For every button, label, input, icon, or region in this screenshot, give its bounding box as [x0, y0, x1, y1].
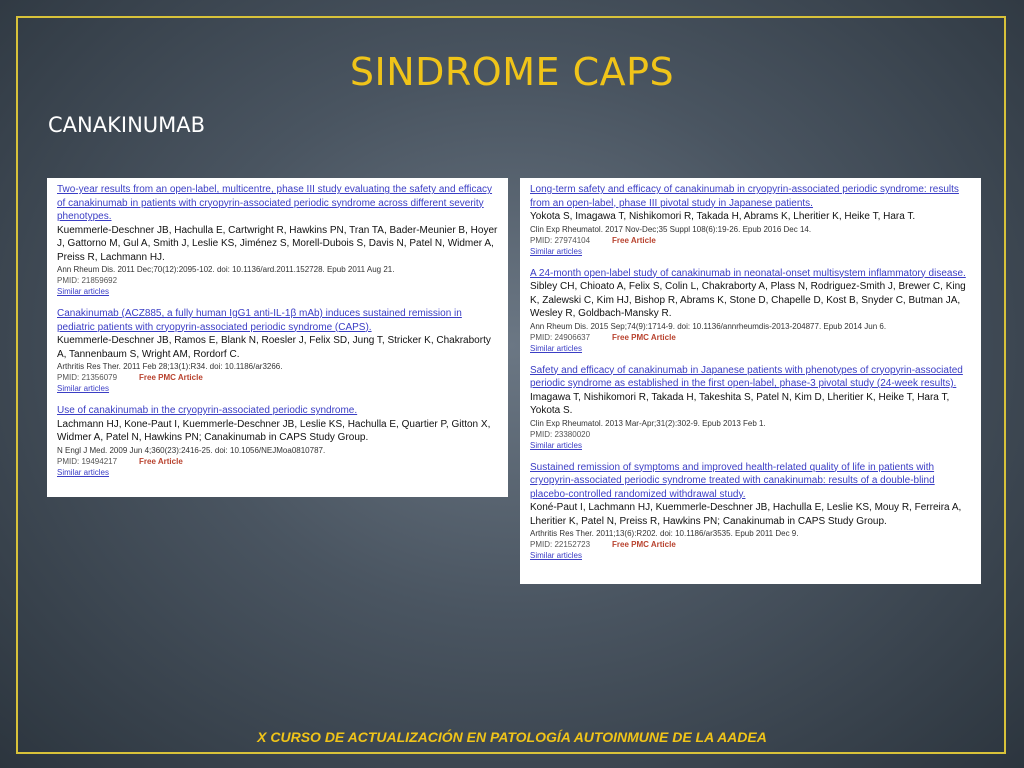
article-authors: Kuemmerle-Deschner JB, Ramos E, Blank N, Roesler J, Felix SD, Jung T, Stricker K, Chakraborty A, Tannenbaum S, Wright AM, Rordorf C. — [57, 335, 491, 360]
article-title-link[interactable]: Sustained remission of symptoms and improved health-related quality of life in patients with cryopyrin-associated periodic syndrome treated with canakinumab: results of a double-blind placebo-controlled randomized withdrawal study. — [530, 461, 935, 500]
article-authors: Imagawa T, Nishikomori R, Takada H, Takeshita S, Patel N, Kim D, Lheritier K, Heike T, Hara T, Yokota S. — [530, 391, 950, 416]
article-pmid: PMID: 27974104 — [530, 235, 591, 245]
article-title-link[interactable]: Canakinumab (ACZ885, a fully human IgG1 anti-IL-1β mAb) induces sustained remission in pediatric patients with cryopyrin-associated periodic syndrome (CAPS). — [57, 308, 462, 333]
pubmed-results-right — [520, 178, 981, 584]
article-pmid: PMID: 22152723 — [530, 540, 591, 549]
article-authors: Koné-Paut I, Lachmann HJ, Kuemmerle-Deschner JB, Hachulla E, Leslie KS, Mouy R, Ferreira A, Lheritier K, Patel N, Preiss R, Hawkins PN; Canakinumab in CAPS Study Group. — [530, 502, 962, 527]
article-meta — [530, 332, 973, 343]
article-citation: Ann Rheum Dis. 2011 Dec;70(12):2095-102. doi: 10.1136/ard.2011.152728. Epub 2011 Aug 21. — [57, 265, 395, 274]
article-title-link[interactable]: Use of canakinumab in the cryopyrin-associated periodic syndrome. — [57, 405, 358, 416]
article-title-link[interactable]: Two-year results from an open-label, multicentre, phase III study evaluating the safety and efficacy of canakinumab in patients with cryopyrin-associated periodic syndrome across different severity phenotypes. — [57, 184, 493, 222]
article-meta — [530, 429, 973, 440]
search-result — [57, 307, 500, 394]
article-meta — [57, 275, 500, 286]
similar-articles-link[interactable]: Similar articles — [530, 343, 583, 353]
article-authors: Sibley CH, Chioato A, Felix S, Colin L, Chakraborty A, Plass N, Rodriguez-Smith J, Brewer C, King K, Zalewski C, Kim HJ, Bishop R, Abrams K, Stone D, Chapelle D, Kost B, Snyder C, Butman JA, Wesley R, Goldbach-Mansky R. — [530, 281, 966, 319]
similar-articles-link[interactable]: Similar articles — [57, 467, 110, 477]
article-title-link[interactable]: A 24-month open-label study of canakinumab in neonatal-onset multisystem inflammatory disease. — [530, 267, 966, 279]
similar-articles-link[interactable]: Similar articles — [57, 287, 110, 296]
search-result — [57, 404, 500, 478]
article-title-link[interactable]: Safety and efficacy of canakinumab in Japanese patients with phenotypes of cryopyrin-associated periodic syndrome as established in the first open-label, phase-3 pivotal study (24-week results). — [530, 364, 963, 389]
article-citation: Ann Rheum Dis. 2015 Sep;74(9):1714-9. doi: 10.1136/annrheumdis-2013-204877. Epub 2014 Jun 6. — [530, 321, 887, 331]
free-article-badge[interactable]: Free PMC Article — [612, 332, 676, 342]
article-citation: Arthritis Res Ther. 2011;13(6):R202. doi: 10.1186/ar3535. Epub 2011 Dec 9. — [530, 529, 799, 538]
similar-articles-link[interactable]: Similar articles — [57, 384, 110, 393]
article-citation: Clin Exp Rheumatol. 2017 Nov-Dec;35 Suppl 108(6):19-26. Epub 2016 Dec 14. — [530, 224, 812, 234]
article-pmid: PMID: 21356079 — [57, 373, 118, 382]
search-result — [57, 183, 500, 297]
free-article-badge[interactable]: Free PMC Article — [139, 373, 203, 382]
search-result — [530, 364, 973, 451]
search-result — [530, 267, 973, 354]
similar-articles-link[interactable]: Similar articles — [530, 440, 583, 450]
search-result — [530, 461, 973, 562]
article-title-link[interactable]: Long-term safety and efficacy of canakinumab in cryopyrin-associated periodic syndrome: results from an open-label, phase III pivotal study in Japanese patients. — [530, 184, 959, 209]
similar-articles-link[interactable]: Similar articles — [530, 246, 583, 256]
article-pmid: PMID: 24906637 — [530, 332, 591, 342]
article-authors: Yokota S, Imagawa T, Nishikomori R, Takada H, Abrams K, Lheritier K, Heike T, Hara T. — [530, 211, 916, 222]
free-article-badge[interactable]: Free Article — [612, 235, 656, 245]
article-meta — [57, 456, 500, 467]
article-authors: Kuemmerle-Deschner JB, Hachulla E, Cartwright R, Hawkins PN, Tran TA, Bader-Meunier B, Hoyer J, Gattorno M, Gul A, Smith J, Leslie KS, Jiménez S, Morell-Dubois S, Davis N, Patel N, Widmer A, Preiss R, Lachmann HJ. — [57, 224, 498, 263]
slide-footer: X CURSO DE ACTUALIZACIÓN EN PATOLOGÍA AUTOINMUNE DE LA AADEA — [257, 729, 767, 745]
slide-title: SINDROME CAPS — [349, 50, 675, 94]
free-article-badge[interactable]: Free Article — [139, 456, 183, 466]
search-result — [530, 183, 973, 257]
article-authors: Lachmann HJ, Kone-Paut I, Kuemmerle-Deschner JB, Leslie KS, Hachulla E, Quartier P, Gitton X, Widmer A, Patel N, Hawkins PN; Canakinumab in CAPS Study Group. — [57, 418, 491, 443]
article-meta — [530, 539, 973, 550]
article-citation: Clin Exp Rheumatol. 2013 Mar-Apr;31(2):302-9. Epub 2013 Feb 1. — [530, 418, 766, 428]
article-meta — [57, 372, 500, 383]
article-meta — [530, 235, 973, 246]
article-pmid: PMID: 19494217 — [57, 456, 118, 466]
free-article-badge[interactable]: Free PMC Article — [612, 540, 676, 549]
pubmed-results-left — [47, 178, 508, 497]
article-citation: Arthritis Res Ther. 2011 Feb 28;13(1):R34. doi: 10.1186/ar3266. — [57, 362, 283, 371]
article-citation: N Engl J Med. 2009 Jun 4;360(23):2416-25. doi: 10.1056/NEJMoa0810787. — [57, 445, 326, 455]
similar-articles-link[interactable]: Similar articles — [530, 551, 583, 560]
article-pmid: PMID: 23380020 — [530, 429, 591, 439]
slide-subtitle: CANAKINUMAB — [48, 113, 206, 137]
article-pmid: PMID: 21859692 — [57, 276, 118, 285]
